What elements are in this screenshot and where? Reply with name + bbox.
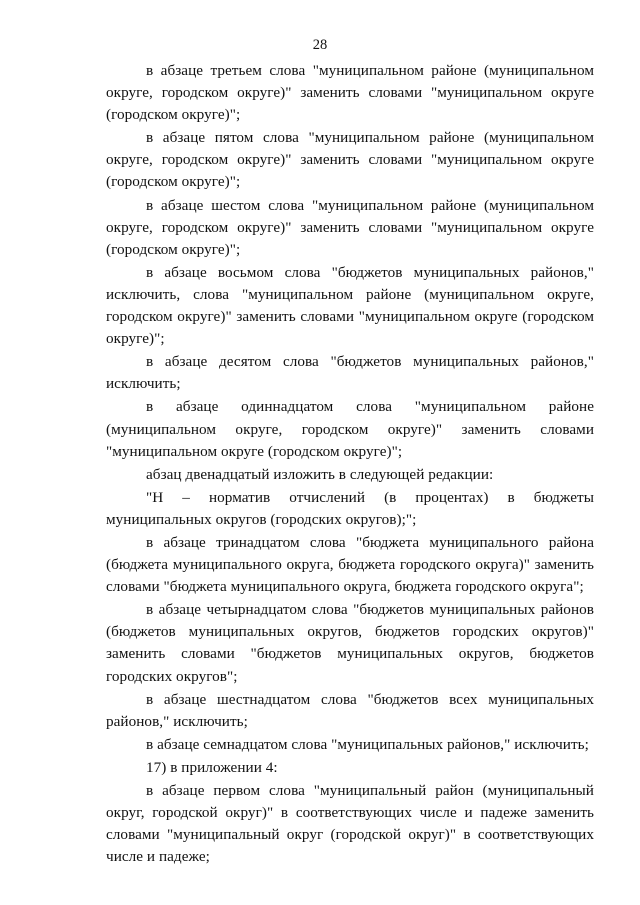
paragraph: в абзаце семнадцатом слова "муниципальных районов," исключить;: [146, 735, 589, 753]
document-body: [106, 60, 594, 869]
paragraph: в абзаце четырнадцатом слова "бюджетов муниципальных районов (бюджетов муниципальных округов, бюджетов городских округов)" заменить словами "бюджетов муниципальных округов, бюджетов городских округов";: [106, 601, 594, 685]
paragraph: в абзаце тринадцатом слова "бюджета муниципального района (бюджета муниципального округа, бюджета городского округа)" заменить словами "бюджета муниципального округа, бюджета городского округа";: [106, 533, 594, 596]
paragraph: в абзаце первом слова "муниципальный район (муниципальный округ, городской округ)" в соответствующих числе и падеже заменить словами "муниципальный округ (городской округ)" в соответствующих числе и падеже;: [106, 782, 594, 866]
paragraph: в абзаце шестом слова "муниципальном районе (муниципальном округе, городском округе)" заменить словами "муниципальном округе (городском округе)";: [106, 196, 594, 258]
paragraph: "Н – норматив отчислений (в процентах) в бюджеты муниципальных округов (городских округов);";: [106, 488, 594, 528]
paragraph: в абзаце одиннадцатом слова "муниципальном районе (муниципальном округе, городском округе)" заменить словами "муниципальном округе (городском округе)";: [106, 398, 594, 460]
paragraph: в абзаце шестнадцатом слова "бюджетов всех муниципальных районов," исключить;: [106, 690, 594, 730]
paragraph: 17) в приложении 4:: [146, 758, 278, 776]
paragraph: в абзаце пятом слова "муниципальном районе (муниципальном округе, городском округе)" заменить словами "муниципальном округе (городском округе)";: [106, 129, 594, 191]
paragraph: в абзаце десятом слова "бюджетов муниципальных районов," исключить;: [106, 353, 594, 393]
paragraph: в абзаце восьмом слова "бюджетов муниципальных районов," исключить, слова "муниципальном районе (муниципальном округе, городском округе)" заменить словами "муниципальном округе (городском округе)";: [106, 263, 594, 348]
page-number: 28: [312, 37, 328, 53]
paragraph: в абзаце третьем слова "муниципальном районе (муниципальном округе, городском округе)" заменить словами "муниципальном округе (городском округе)";: [106, 62, 594, 124]
paragraph: абзац двенадцатый изложить в следующей редакции:: [146, 465, 494, 483]
